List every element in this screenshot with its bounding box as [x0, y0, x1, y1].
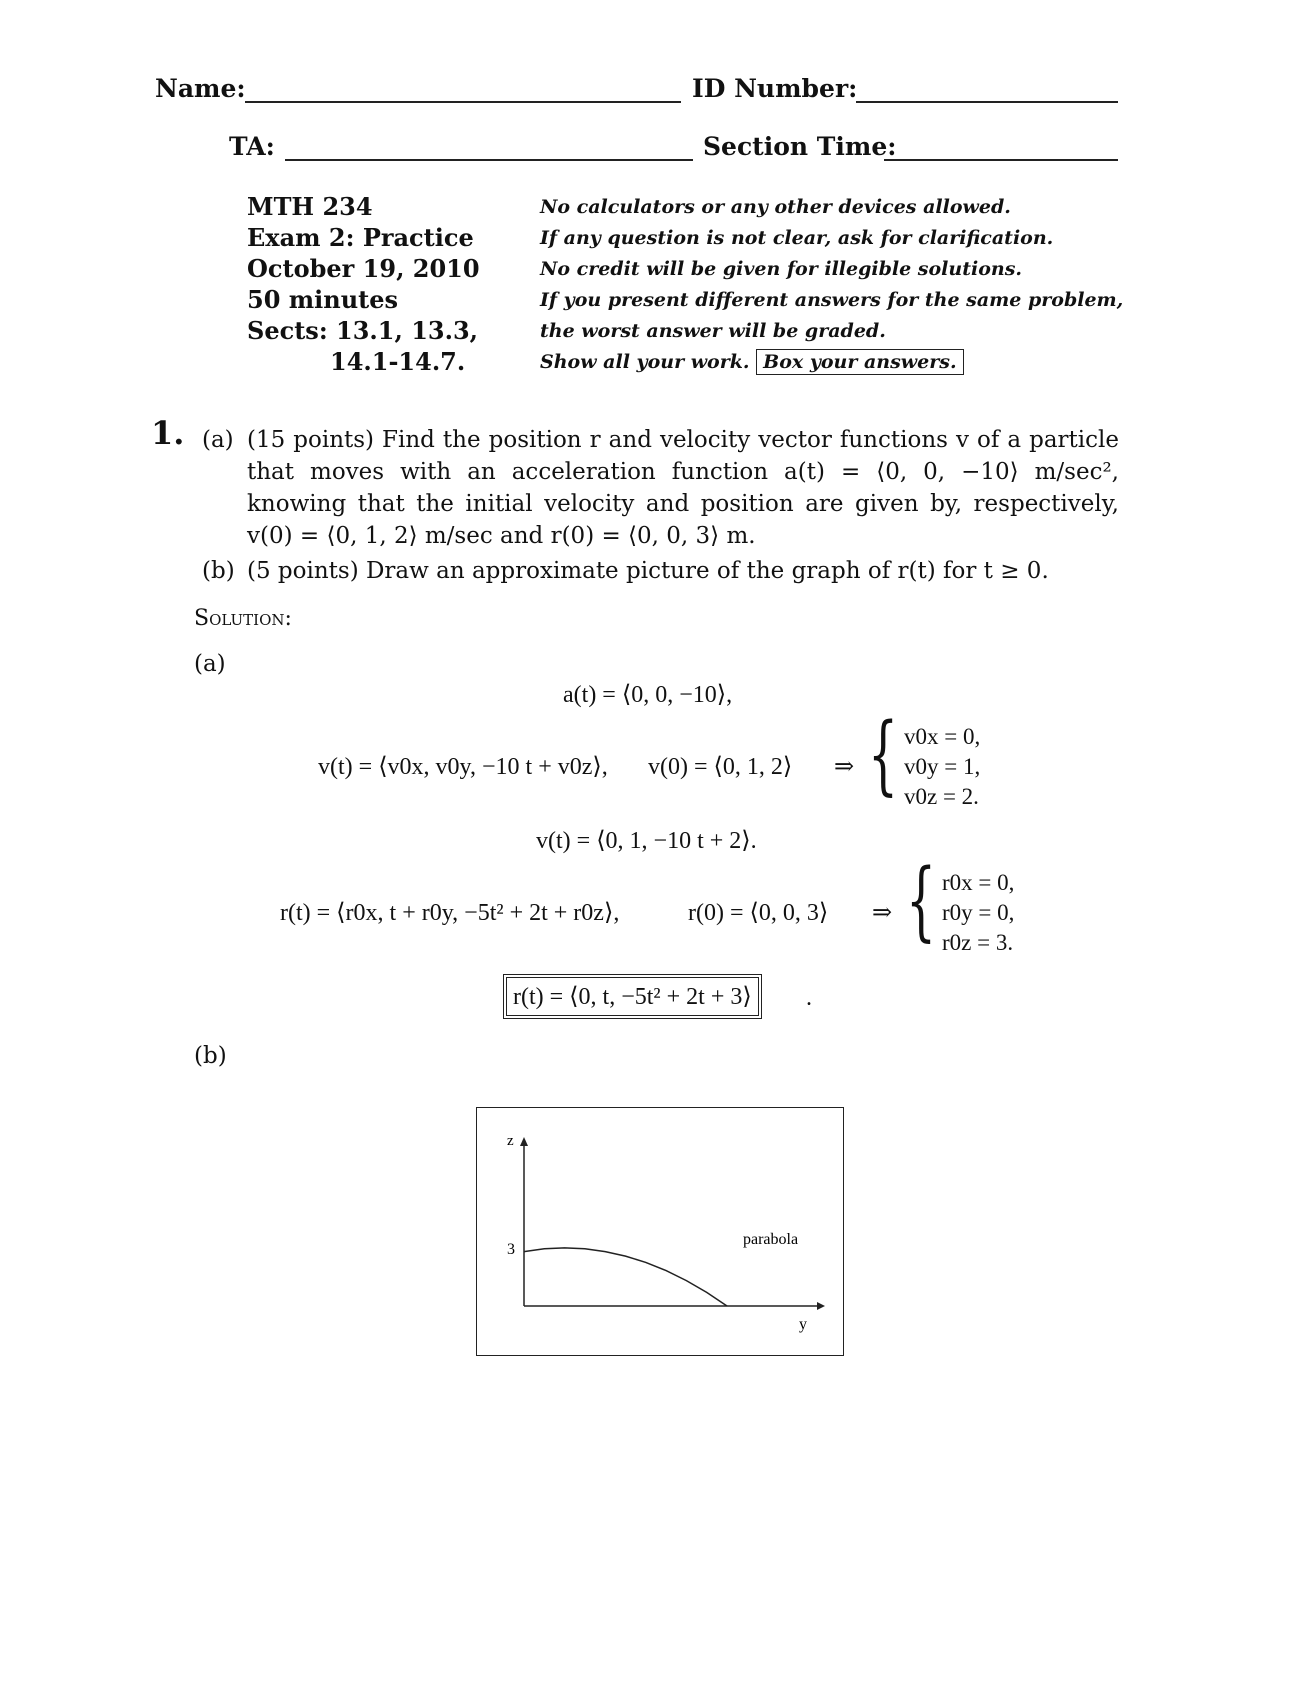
part-a-label: (a): [202, 427, 234, 453]
eq-position-general: r(t) = ⟨r0x, t + r0y, −5t² + 2t + r0z⟩,: [280, 900, 620, 926]
y-axis-arrow: [817, 1302, 825, 1310]
condition-line: v0y = 1,: [904, 754, 981, 779]
condition-line: v0x = 0,: [904, 724, 981, 749]
eq-position-initial: r(0) = ⟨0, 0, 3⟩: [688, 900, 829, 926]
part-b-text: (5 points) Draw an approximate picture of the graph of r(t) for t ≥ 0.: [247, 558, 1049, 584]
condition-line: r0x = 0,: [942, 870, 1015, 895]
id-label: ID Number:: [692, 74, 858, 103]
ta-line[interactable]: [285, 159, 693, 161]
exam-info: [247, 191, 480, 377]
name-line[interactable]: [245, 101, 681, 103]
left-brace-icon: {: [868, 705, 899, 805]
solution-a-label: (a): [194, 651, 226, 677]
implies-symbol: ⇒: [834, 754, 855, 780]
box-answers-text: Box your answers.: [756, 349, 963, 375]
part-a-text: (15 points) Find the position r and velocity vector functions v of a particle that moves with an acceleration function a(t) = ⟨0, 0, −10⟩ m/sec², knowing that the initial velocity and position are given by, respectively, v(0) = ⟨0, 1, 2⟩ m/sec and r(0) = ⟨0, 0, 3⟩ m.: [247, 427, 1119, 549]
exam-sections-cont: 14.1-14.7.: [330, 347, 466, 376]
position-conditions: [942, 868, 1014, 958]
solution-b-label: (b): [194, 1043, 227, 1069]
name-label: Name:: [155, 74, 246, 103]
velocity-conditions: [904, 722, 980, 812]
exam-date: October 19, 2010: [247, 254, 480, 283]
part-b-label: (b): [202, 558, 235, 584]
course-code: MTH 234: [247, 192, 373, 221]
z-axis-label: z: [507, 1133, 514, 1149]
parabola-sketch: [477, 1108, 842, 1354]
exam-rules: [540, 192, 1123, 378]
condition-line: v0z = 2.: [904, 784, 979, 809]
eq-acceleration: a(t) = ⟨0, 0, −10⟩,: [563, 682, 733, 708]
y-axis-label: y: [799, 1316, 807, 1333]
id-line[interactable]: [856, 101, 1118, 103]
answer-period: .: [806, 985, 812, 1011]
solution-heading: Solution:: [194, 606, 292, 631]
problem-number: 1.: [151, 414, 185, 452]
rule-line: No calculators or any other devices allowed.: [540, 196, 1011, 218]
rule-line: No credit will be given for illegible solutions.: [540, 258, 1023, 280]
exam-title: Exam 2: Practice: [247, 223, 474, 252]
sketch-frame: [476, 1107, 844, 1356]
left-brace-icon: {: [906, 851, 937, 951]
exam-sections: Sects: 13.1, 13.3,: [247, 316, 478, 345]
rule-line-last: [540, 347, 1123, 378]
rule-line: the worst answer will be graded.: [540, 320, 886, 342]
parabola-annotation: parabola: [743, 1231, 799, 1248]
z-axis-arrow: [520, 1137, 528, 1146]
boxed-final-answer: r(t) = ⟨0, t, −5t² + 2t + 3⟩: [506, 977, 759, 1016]
section-time-line[interactable]: [884, 159, 1118, 161]
show-work-text: Show all your work.: [540, 351, 750, 373]
eq-velocity-general: v(t) = ⟨v0x, v0y, −10 t + v0z⟩,: [318, 754, 608, 780]
condition-line: r0y = 0,: [942, 900, 1015, 925]
ta-label: TA:: [229, 132, 275, 161]
section-time-label: Section Time:: [703, 132, 897, 161]
rule-line: If any question is not clear, ask for clarification.: [540, 227, 1054, 249]
condition-line: r0z = 3.: [942, 930, 1014, 955]
implies-symbol: ⇒: [872, 900, 893, 926]
z-tick-label: 3: [507, 1241, 515, 1258]
rule-line: If you present different answers for the same problem,: [540, 289, 1124, 311]
eq-velocity-initial: v(0) = ⟨0, 1, 2⟩: [648, 754, 793, 780]
exam-duration: 50 minutes: [247, 285, 399, 314]
eq-velocity-final: v(t) = ⟨0, 1, −10 t + 2⟩.: [536, 828, 757, 854]
parabola-curve: [524, 1248, 727, 1306]
